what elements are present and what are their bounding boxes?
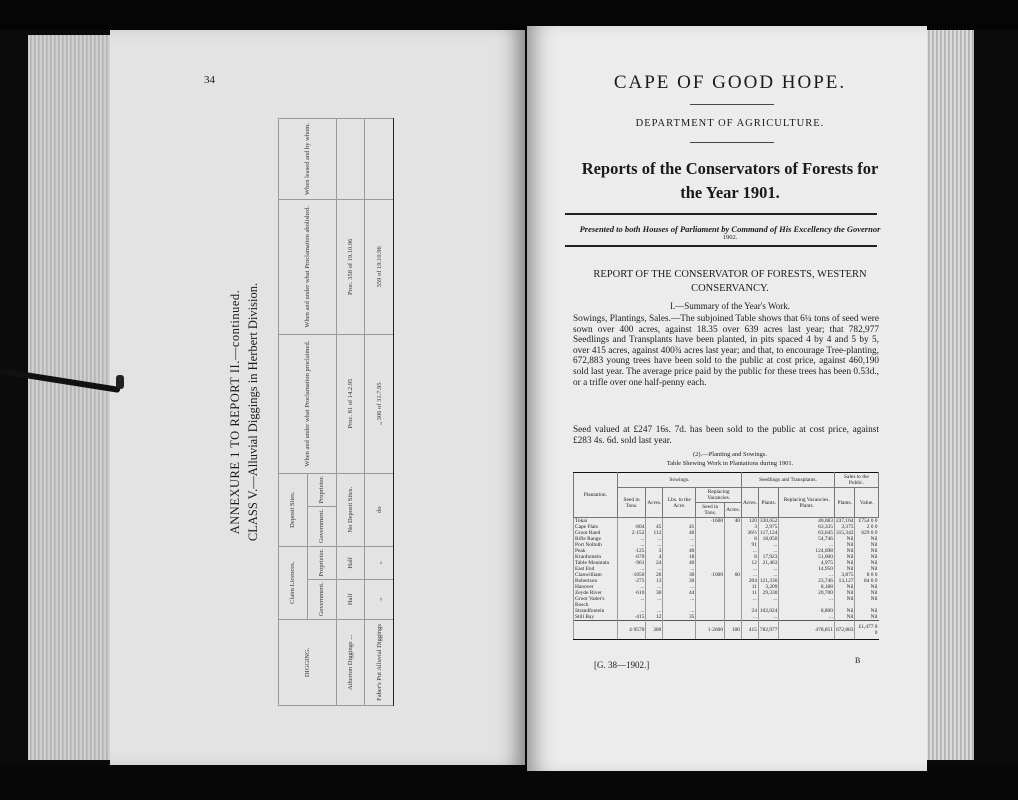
col-deposit-government: Government.: [307, 506, 336, 546]
paragraph-seed: Seed valued at £247 16s. 7d. has been sold to the public at cost price, against £283 4s. 6d. sold last year.: [573, 425, 879, 446]
cell-rseed: [696, 596, 725, 608]
cell-plants: 782,977: [758, 621, 779, 640]
cell-splants: Nil: [834, 536, 855, 542]
row-digging: Faber's Put Alluvial Diggings: [365, 619, 394, 705]
cell-acres: 112: [646, 530, 663, 536]
row-prop: Half: [336, 546, 365, 579]
cell-rplants: 20,700: [779, 590, 835, 596]
cell-rplants: 4,975: [779, 560, 835, 566]
cell-name: [574, 621, 618, 640]
cell-name: Clanwilliam: [574, 572, 618, 578]
report-title: [560, 157, 900, 205]
cell-acres: 3: [646, 548, 663, 554]
cell-racres: 40: [725, 518, 742, 525]
row-proclaimed: Proc. 81 of 14.2.95: [336, 334, 365, 473]
cell-lbs: 44: [663, 590, 696, 596]
cell-rseed: ·1000: [696, 572, 725, 578]
cell-sacres: 8: [742, 554, 759, 560]
cell-name: Kranfontein: [574, 554, 618, 560]
col-sale-plants: Plants.: [834, 488, 855, 518]
bookmark-clip: [116, 375, 124, 389]
cell-seed: ·1050: [617, 572, 646, 578]
report-title-line2: the Year 1901.: [680, 183, 780, 202]
plantation-table-body: [574, 518, 879, 640]
cell-lbs: 41: [663, 524, 696, 530]
row-deposit: do: [365, 473, 394, 546]
cell-splants: Nil: [834, 584, 855, 590]
cell-sacres: 415: [742, 621, 759, 640]
cell-lbs: ...: [663, 566, 696, 572]
col-deposit-sites: Deposit Sites.: [279, 473, 308, 546]
cell-acres: 45: [646, 524, 663, 530]
col-r-acres: Acres.: [725, 503, 742, 518]
col-seedlings: Seedlings and Transplants.: [742, 473, 835, 488]
right-page-edges: [922, 30, 974, 760]
cell-sacres: 24: [742, 608, 759, 614]
cell-acres: 24: [646, 560, 663, 566]
cell-splants: 3,875: [834, 572, 855, 578]
cell-acres: 30: [646, 590, 663, 596]
cell-acres: 12: [646, 614, 663, 621]
cell-seed: ·804: [617, 524, 646, 530]
col-leased: When leased and by whom.: [279, 119, 337, 200]
cell-seed: ...: [617, 566, 646, 572]
page-title: CAPE OF GOOD HOPE.: [613, 72, 847, 93]
cell-rplants: 14,950: [779, 566, 835, 572]
divider: [690, 142, 774, 143]
row-gov: „: [365, 579, 394, 619]
cell-plants: 121,330: [759, 578, 778, 584]
col-proclaimed: When and under what Proclamation proclaimed.: [279, 334, 337, 473]
footer-code: [G. 38—1902.]: [594, 660, 650, 670]
cell-acres: 4: [646, 554, 663, 560]
cell-lbs: ...: [663, 608, 696, 614]
cell-plants: 3,209: [758, 584, 779, 590]
table-row: [336, 119, 365, 706]
cell-sacres: 12: [742, 560, 759, 566]
cell-rplants: 478,851: [779, 621, 835, 640]
cell-seed: 4·9570: [617, 621, 646, 640]
divider: [690, 104, 774, 105]
cell-value: £1,477 0 0: [855, 621, 879, 640]
cell-lbs: 30: [663, 578, 696, 584]
col-sales: Sales to the Public.: [834, 473, 878, 488]
cell-value: 84 0 0: [855, 578, 879, 584]
cell-value: Nil: [855, 596, 879, 608]
cell-lbs: ...: [663, 584, 696, 590]
cell-rplants: ...: [779, 596, 835, 608]
cell-splants: Nil: [834, 608, 855, 614]
row-digging: Atherton Diggings ...: [336, 619, 365, 705]
annexure-title: ANNEXURE 1 TO REPORT II.—continued.: [228, 289, 242, 535]
cell-sacres: ...: [742, 572, 759, 578]
col-value: Value.: [855, 488, 879, 518]
cell-rseed: 1·2600: [696, 621, 725, 640]
cell-splants: Nil: [834, 614, 855, 621]
cell-name: Cape Flats: [574, 524, 618, 530]
cell-acres: ...: [646, 608, 663, 614]
cell-name: Tokai: [574, 518, 618, 525]
cell-seed: ·610: [617, 590, 646, 596]
cell-lbs: 40: [663, 530, 696, 536]
cell-plants: 2,975: [758, 524, 779, 530]
cell-lbs: 35: [663, 614, 696, 621]
cell-seed: ·275: [617, 578, 646, 584]
row-proclaimed: „ 306 of 31.7.95: [365, 334, 394, 473]
cell-lbs: ...: [663, 542, 696, 548]
cell-plants: 17,923: [758, 554, 779, 560]
cell-plants: 29,330: [758, 590, 779, 596]
presented-year: 1902.: [722, 234, 738, 241]
cell-name: Still Bay: [574, 614, 618, 621]
cell-name: Table Mountain: [574, 560, 618, 566]
cell-name: Rifle Range: [574, 536, 618, 542]
report-heading: [560, 268, 900, 296]
cell-value: Nil: [855, 560, 879, 566]
cell-plants: 18,050: [758, 536, 779, 542]
right-page: [527, 26, 927, 771]
cell-splants: 13,127: [834, 578, 855, 584]
cell-splants: 672,883: [834, 621, 855, 640]
cell-value: Nil: [855, 590, 879, 596]
cell-splants: Nil: [834, 542, 855, 548]
cell-seed: ...: [617, 596, 646, 608]
col-acres: Acres.: [646, 488, 663, 518]
cell-rplants: 23,746: [779, 578, 835, 584]
report-heading-line1: REPORT OF THE CONSERVATOR OF FORESTS, WESTERN: [593, 269, 867, 280]
table-row: [365, 119, 394, 706]
cell-rplants: 51,600: [779, 554, 835, 560]
row-gov: Half: [336, 579, 365, 619]
cell-plants: 330,652: [759, 518, 778, 524]
cell-sacres: 11: [742, 584, 759, 590]
cell-value: 629 0 0: [855, 530, 879, 536]
department: DEPARTMENT OF AGRICULTURE.: [635, 118, 825, 129]
cell-acres: ...: [646, 542, 663, 548]
cell-plants: ...: [758, 572, 779, 578]
col-r-seed: Seed in Tons.: [696, 503, 725, 518]
cell-plants: ...: [758, 596, 779, 608]
cell-rplants: 54,746: [779, 536, 835, 542]
col-claim-proprietor: Proprietor.: [307, 546, 336, 579]
cell-plants: ...: [758, 542, 779, 548]
cell-acres: ...: [646, 566, 663, 572]
col-lbs-acre: Lbs. to the Acre.: [663, 488, 696, 518]
cell-seed: ·125: [617, 548, 646, 554]
cell-seed: ...: [617, 584, 646, 590]
class-title: CLASS V.—Alluvial Diggings in Herbert Division.: [246, 282, 260, 542]
cell-value: Nil: [855, 548, 879, 554]
cell-seed: ·961: [617, 560, 646, 566]
presented-text: Presented to both Houses of Parliament by Command of His Excellency the Governor: [579, 224, 881, 234]
cell-name: Peak: [574, 548, 618, 554]
cell-sacres: 91: [742, 542, 759, 548]
row-abolished: Proc. 358 of 19.10.96: [336, 200, 365, 335]
row-deposit: No Deposit Sites.: [336, 473, 365, 546]
cell-sacres: 8: [742, 536, 759, 542]
cell-lbs: 30: [663, 572, 696, 578]
col-replacing: Replacing Vacancies.: [696, 488, 742, 503]
report-heading-line2: CONSERVANCY.: [691, 283, 769, 294]
cell-rplants: 40,083: [779, 518, 835, 525]
row-prop: „: [365, 546, 394, 579]
cell-rplants: 8,800: [779, 608, 835, 614]
cell-splants: 315,342: [835, 530, 854, 536]
col-digging: DIGGING.: [279, 619, 337, 705]
cell-name: Groot Rand: [574, 530, 618, 536]
cell-acres: 13: [646, 578, 663, 584]
cell-name: Strandfontein: [574, 608, 618, 614]
cell-sacres: ...: [742, 596, 759, 608]
cell-plants: 21,463: [758, 560, 779, 566]
cell-splants: Nil: [834, 554, 855, 560]
cell-racres: [725, 596, 742, 608]
left-page-edges: [28, 35, 114, 760]
cell-sacres: ...: [742, 548, 759, 554]
cell-rplants: 124,698: [779, 548, 835, 554]
cell-rplants: 63,645: [779, 530, 835, 536]
col-claim-licences: Claim Licences.: [279, 546, 308, 619]
cell-name: Groot Vader's Bosch: [574, 596, 618, 608]
section-heading: (2).—Planting and Sowings.: [692, 451, 768, 458]
cell-value: 8 0 0: [855, 572, 879, 578]
cell-rplants: ...: [779, 614, 835, 621]
totals-row: [574, 621, 879, 640]
cell-sacres: 204: [742, 578, 759, 584]
cell-splants: Nil: [834, 596, 855, 608]
col-plants: Plants.: [758, 488, 779, 518]
col-plantation: Plantation.: [574, 473, 618, 518]
table-heading: Table Shewing Work in Plantations during 1901.: [666, 460, 794, 467]
report-title-line1: Reports of the Conservators of Forests for: [581, 159, 879, 178]
cell-lbs: 40: [663, 560, 696, 566]
row-leased: [365, 119, 394, 200]
cell-rseed: ·1600: [696, 518, 725, 525]
cell-splants: 237,164: [835, 518, 854, 524]
cell-rplants: ...: [779, 572, 835, 578]
cell-acres: 26: [646, 572, 663, 578]
cell-sacres: 3: [742, 524, 759, 530]
page-number: 34: [204, 74, 215, 86]
cell-seed: ...: [617, 536, 646, 542]
cell-sacres: ...: [742, 566, 759, 572]
cell-plants: 117,124: [760, 530, 778, 536]
cell-rplants: 8,188: [779, 584, 835, 590]
col-abolished: When and under what Proclamation abolished.: [279, 200, 337, 335]
cell-sacres: 11: [742, 590, 759, 596]
cell-racres: 100: [725, 621, 742, 640]
cell-sacres: 120: [742, 518, 759, 525]
cell-value: Nil: [855, 584, 879, 590]
cell-name: East End: [574, 566, 618, 572]
cell-splants: Nil: [834, 566, 855, 572]
cell-lbs: 40: [663, 548, 696, 554]
cell-plants: 102,024: [759, 608, 778, 614]
col-sowings: Sowings.: [617, 473, 741, 488]
row-abolished: 359 of 19.10.96: [365, 200, 394, 335]
paragraph-sowings: Sowings, Plantings, Sales.—The subjoined Table shows that 6¼ tons of seed were sown over 400 acres, against 18.35 over 639 acres last year; that 782,977 Seedlings and Transplants have been planted, in pits spaced 4 by 4 and 5 by 5, over 415 acres, against 400¾ acres last year; and that, to encourage Tree-planting, 672,883 young trees have been sold to the public at cost price, against 460,190 sold last year. The average price paid by the public for these trees has been 0.53d., or a trifle over one half-penny each.: [573, 314, 879, 388]
cell-splants: Nil: [834, 560, 855, 566]
footer-signature-letter: B: [855, 656, 861, 665]
cell-seed: ...: [617, 542, 646, 548]
cell-acres: ...: [646, 596, 663, 608]
cell-rplants: 63,335: [779, 524, 835, 530]
cell-splants: 3,375: [834, 524, 855, 530]
diggings-table: [278, 118, 394, 706]
cell-name: Robertson: [574, 578, 618, 584]
row-leased: [336, 119, 365, 200]
cell-plants: ...: [758, 566, 779, 572]
cell-seed: 2·152: [617, 530, 646, 536]
cell-value: £754 0 0: [855, 518, 879, 525]
cell-plants: ...: [758, 614, 779, 621]
col-deposit-proprietor: Proprietor.: [307, 473, 336, 506]
cell-splants: Nil: [834, 590, 855, 596]
col-s-acres: Acres.: [742, 488, 759, 518]
cell-sacres: ...: [742, 614, 759, 621]
cell-value: Nil: [855, 536, 879, 542]
cell-acres: ...: [646, 536, 663, 542]
cell-value: Nil: [855, 542, 879, 548]
summary-heading: I.—Summary of the Year's Work.: [670, 301, 790, 311]
cell-rplants: ...: [779, 542, 835, 548]
cell-name: Hanover: [574, 584, 618, 590]
cell-acres: 300: [646, 621, 663, 640]
cell-plants: ...: [758, 548, 779, 554]
cell-racres: 60: [725, 572, 742, 578]
cell-value: 2 0 0: [855, 524, 879, 530]
cell-value: Nil: [855, 566, 879, 572]
cell-value: Nil: [855, 614, 879, 621]
col-seed-tons: Seed in Tons.: [617, 488, 646, 518]
cell-seed: ·415: [617, 614, 646, 621]
col-replacing-plants: Replacing Vacancies. Plants.: [779, 488, 835, 518]
cell-splants: Nil: [834, 548, 855, 554]
cell-name: Zeyde River: [574, 590, 618, 596]
cell-seed: ·670: [617, 554, 646, 560]
plantation-table: [573, 472, 879, 640]
table-row: [574, 596, 879, 608]
cell-lbs: ...: [663, 596, 696, 608]
rotated-annexure-block: [110, 118, 412, 706]
cell-lbs: 18: [663, 554, 696, 560]
cell-value: Nil: [855, 554, 879, 560]
cell-acres: ...: [646, 584, 663, 590]
cell-sacres: 36½: [742, 530, 759, 536]
cell-lbs: ...: [663, 536, 696, 542]
col-claim-government: Government.: [307, 579, 336, 619]
cell-seed: ...: [617, 608, 646, 614]
cell-value: Nil: [855, 608, 879, 614]
cell-lbs: [663, 621, 696, 640]
cell-name: Port Nolloth: [574, 542, 618, 548]
